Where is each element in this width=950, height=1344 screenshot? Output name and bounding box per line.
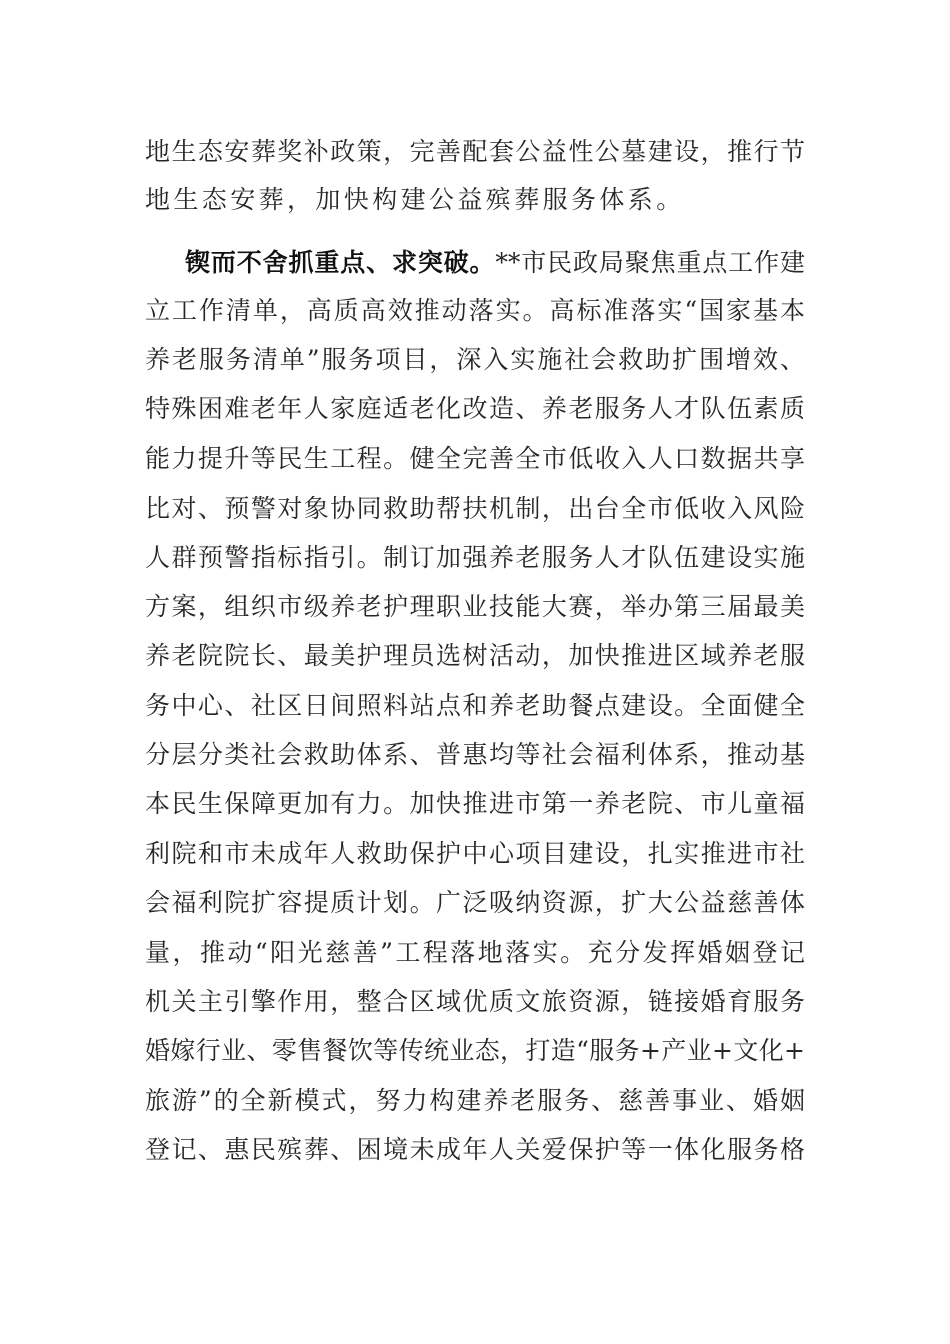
paragraph-2-line: 立工作清单，高质高效推动落实。高标准落实“国家基本	[145, 296, 805, 325]
paragraph-2-line: 婚嫁行业、零售餐饮等传统业态，打造“服务+产业+文化+	[145, 1036, 805, 1065]
paragraph-2-line: 养老服务清单”服务项目，深入实施社会救助扩围增效、	[145, 345, 805, 374]
paragraph-2-line: 利院和市未成年人救助保护中心项目建设，扎实推进市社	[145, 839, 805, 868]
paragraph-2-line: 会福利院扩容提质计划。广泛吸纳资源，扩大公益慈善体	[145, 888, 805, 917]
paragraph-2-line: 旅游”的全新模式，努力构建养老服务、慈善事业、婚姻	[145, 1086, 805, 1115]
paragraph-2-line: 比对、预警对象协同救助帮扶机制，出台全市低收入风险	[145, 494, 805, 523]
paragraph-2-heading: 锲而不舍抓重点、求突破。	[185, 248, 496, 277]
paragraph-2-line: 人群预警指标指引。制订加强养老服务人才队伍建设实施	[145, 543, 805, 572]
paragraph-2-line: 机关主引擎作用，整合区域优质文旅资源，链接婚育服务	[145, 987, 805, 1016]
paragraph-2-line: 本民生保障更加有力。加快推进市第一养老院、市儿童福	[145, 789, 805, 818]
paragraph-2-first-line-text: **市民政局聚焦重点工作建	[495, 248, 805, 277]
paragraph-2-line: 分层分类社会救助体系、普惠均等社会福利体系，推动基	[145, 740, 805, 769]
paragraph-2-line: 务中心、社区日间照料站点和养老助餐点建设。全面健全	[145, 691, 805, 720]
paragraph-2-line: 能力提升等民生工程。健全完善全市低收入人口数据共享	[145, 444, 805, 473]
paragraph-2-line: 特殊困难老年人家庭适老化改造、养老服务人才队伍素质	[145, 394, 805, 423]
paragraph-2-line: 量，推动“阳光慈善”工程落地落实。充分发挥婚姻登记	[145, 938, 805, 967]
paragraph-2-line: 方案，组织市级养老护理职业技能大赛，举办第三届最美	[145, 592, 805, 621]
paragraph-1-line-2: 地生态安葬，加快构建公益殡葬服务体系。	[145, 185, 685, 214]
paragraph-2-line: 登记、惠民殡葬、困境未成年人关爱保护等一体化服务格	[145, 1135, 805, 1164]
paragraph-2-first-line	[185, 243, 805, 283]
paragraph-2-line: 养老院院长、最美护理员选树活动，加快推进区域养老服	[145, 641, 805, 670]
paragraph-1-line-1: 地生态安葬奖补政策，完善配套公益性公墓建设，推行节	[145, 137, 805, 166]
